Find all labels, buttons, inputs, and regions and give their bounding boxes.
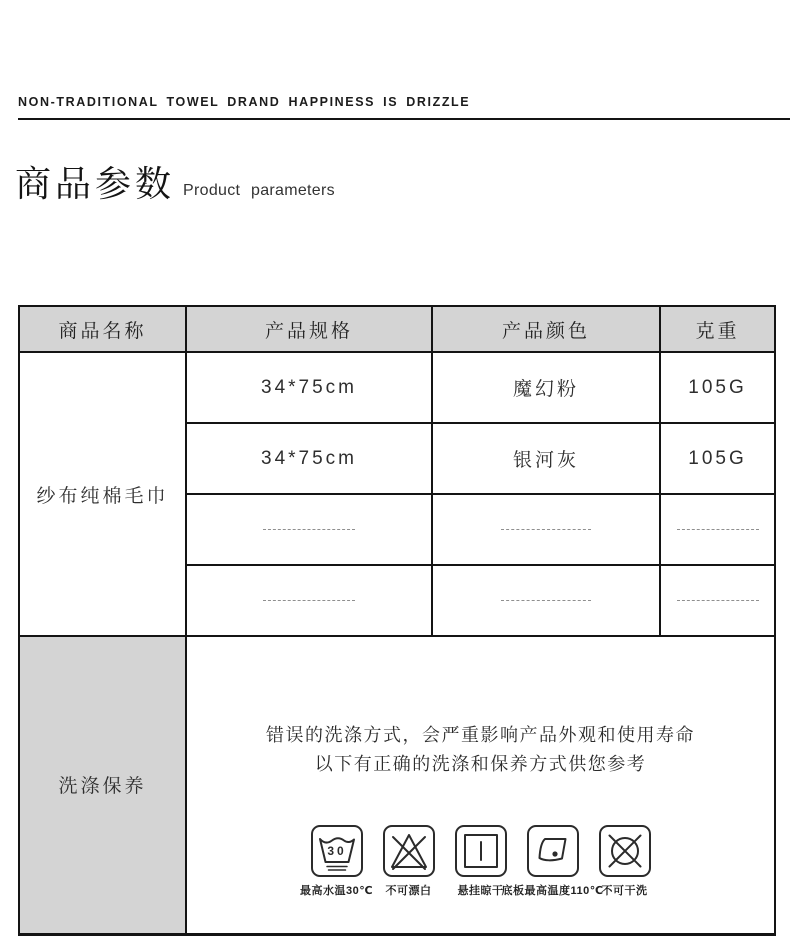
care-icon-label: 不可干洗 bbox=[601, 885, 648, 898]
spec-cell: 34*75cm bbox=[186, 352, 432, 423]
page-title: 商品参数 bbox=[15, 163, 176, 204]
care-icon-hang-dry bbox=[453, 825, 509, 898]
care-warning-line2: 以下有正确的洗涤和保养方式供您参考 bbox=[314, 754, 647, 775]
svg-text:30: 30 bbox=[326, 844, 347, 859]
iron-max-110-icon bbox=[527, 825, 579, 877]
spec-cell: 34*75cm bbox=[186, 423, 432, 494]
color-cell: 银河灰 bbox=[432, 423, 660, 494]
care-icon-label: 不可漂白 bbox=[385, 885, 432, 898]
placeholder-dash bbox=[263, 529, 355, 530]
no-dry-clean-icon bbox=[599, 825, 651, 877]
weight-cell-empty bbox=[660, 565, 775, 636]
section-title bbox=[15, 163, 335, 204]
header-spec: 产品规格 bbox=[186, 306, 432, 352]
care-content bbox=[187, 666, 774, 903]
care-icon-iron-max-110 bbox=[501, 825, 604, 898]
weight-cell: 105G bbox=[660, 423, 775, 494]
header-weight: 克重 bbox=[660, 306, 775, 352]
header-color: 产品颜色 bbox=[432, 306, 660, 352]
color-cell-empty bbox=[432, 494, 660, 565]
placeholder-dash bbox=[677, 529, 759, 530]
care-icon-label: 底板最高温度110℃ bbox=[501, 885, 604, 898]
care-content-cell bbox=[186, 636, 775, 934]
header-product-name: 商品名称 bbox=[19, 306, 186, 352]
tagline-divider bbox=[18, 118, 790, 120]
table-row bbox=[19, 352, 775, 423]
wash-max-30-icon bbox=[311, 825, 363, 877]
placeholder-dash bbox=[263, 600, 355, 601]
care-icon-no-bleach bbox=[381, 825, 437, 898]
weight-cell: 105G bbox=[660, 352, 775, 423]
color-cell-empty bbox=[432, 565, 660, 636]
care-icon-label: 悬挂晾干 bbox=[457, 885, 504, 898]
spec-cell-empty bbox=[186, 494, 432, 565]
parameters-table bbox=[18, 305, 776, 936]
care-icon-no-dry-clean bbox=[597, 825, 653, 898]
hang-dry-icon bbox=[455, 825, 507, 877]
product-name-cell: 纱布纯棉毛巾 bbox=[19, 352, 186, 636]
page-subtitle: Product parameters bbox=[183, 182, 335, 200]
care-label-cell: 洗涤保养 bbox=[19, 636, 186, 934]
care-icon-wash-max-30 bbox=[299, 825, 374, 898]
table-header-row bbox=[19, 306, 775, 352]
care-icon-label: 最高水温30℃ bbox=[299, 885, 374, 898]
care-row bbox=[19, 636, 775, 934]
placeholder-dash bbox=[501, 529, 591, 530]
spec-cell-empty bbox=[186, 565, 432, 636]
placeholder-dash bbox=[677, 600, 759, 601]
care-warning-line1: 错误的洗涤方式，会严重影响产品外观和使用寿命 bbox=[266, 725, 695, 746]
weight-cell-empty bbox=[660, 494, 775, 565]
no-bleach-icon bbox=[383, 825, 435, 877]
care-icons-row bbox=[299, 825, 653, 903]
color-cell: 魔幻粉 bbox=[432, 352, 660, 423]
brand-tagline: NON-TRADITIONAL TOWEL DRAND HAPPINESS IS DRIZZLE bbox=[18, 95, 471, 109]
placeholder-dash bbox=[501, 600, 591, 601]
